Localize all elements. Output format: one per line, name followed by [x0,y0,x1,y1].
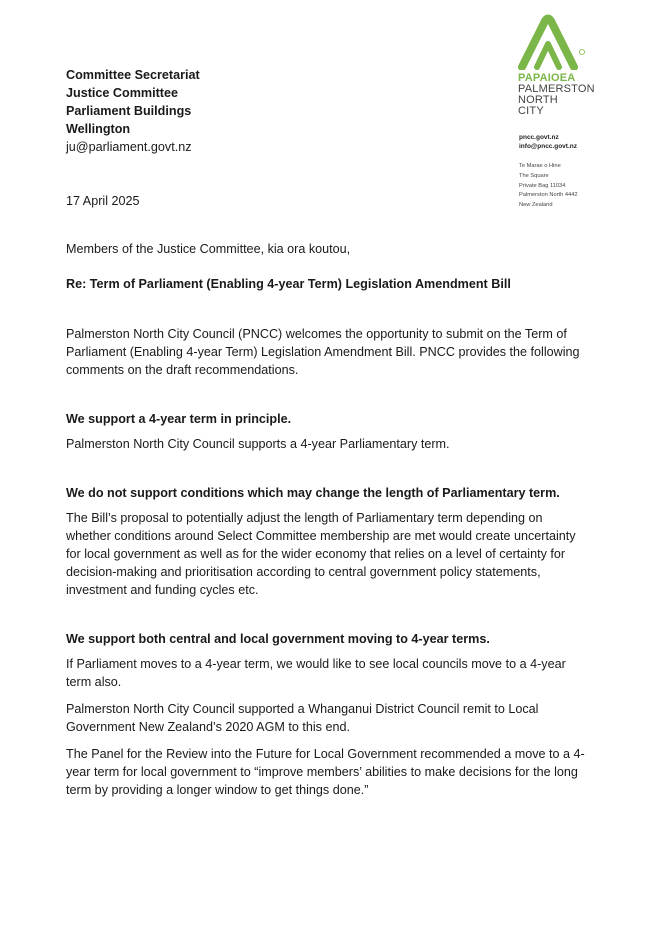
addressee-line: Justice Committee [66,86,178,100]
website-link[interactable]: pncc.govt.nz [519,134,559,141]
addressee-line: Wellington [66,122,131,136]
salutation: Members of the Justice Committee, kia ora koutou, [66,242,351,256]
section-heading: We support a 4-year term in principle. [66,412,292,426]
body-paragraph: Palmerston North City Council supports a 4-year Parliamentary term. [66,437,450,451]
addressee-line: Parliament Buildings [66,104,192,118]
contact-email-link[interactable]: info@pncc.govt.nz [519,143,577,150]
postal-address [519,162,578,211]
address-line: Private Bag 11034 [519,182,566,189]
address-line: Palmerston North 4442 [519,192,578,199]
logo-text-papaioea: PAPAIOEA [518,72,576,84]
body-paragraph: The Bill’s proposal to potentially adjust the length of Parliamentary term depending on whether conditions around Select Committee membership are met would create uncertainty for local government as well as for the wider economy that relies on a level of certainty for decision-making and prioritisation according to central government policy statements, investment and funding cycles etc. [66,511,576,597]
body-paragraph: The Panel for the Review into the Future for Local Government recommended a move to a 4-year term for local government to “improve members’ abilities to make decisions for the long term by providing a longer window to get things done.” [66,747,585,797]
body-paragraph: If Parliament moves to a 4-year term, we would like to see local councils move to a 4-year term also. [66,657,566,689]
contact-block [519,133,577,151]
intro-paragraph: Palmerston North City Council (PNCC) welcomes the opportunity to submit on the Term of Parliament (Enabling 4-year Term) Legislation Amendment Bill. PNCC provides the following comments on the draft recommendations. [66,327,580,377]
letter-date: 17 April 2025 [66,194,140,208]
addressee-line: Committee Secretariat [66,68,200,82]
address-line: Te Marae o Hine [519,163,561,169]
section-heading: We do not support conditions which may change the length of Parliamentary term. [66,486,560,500]
logo-text-north: NORTH [518,94,558,106]
section-heading: We support both central and local government moving to 4-year terms. [66,632,490,646]
logo-text-palmerston: PALMERSTON [518,83,595,95]
addressee-block [66,66,200,156]
body-paragraph: Palmerston North City Council supported a Whanganui District Council remit to Local Government New Zealand’s 2020 AGM to this end. [66,702,539,734]
pncc-logo-icon [518,14,588,70]
address-line: New Zealand [519,202,553,209]
logo-text-city: CITY [518,105,544,117]
addressee-email: ju@parliament.govt.nz [66,140,192,154]
pncc-logo [518,14,610,117]
address-line: The Square [519,172,549,179]
letter-body [66,240,586,799]
subject-line: Re: Term of Parliament (Enabling 4-year Term) Legislation Amendment Bill [66,277,511,291]
